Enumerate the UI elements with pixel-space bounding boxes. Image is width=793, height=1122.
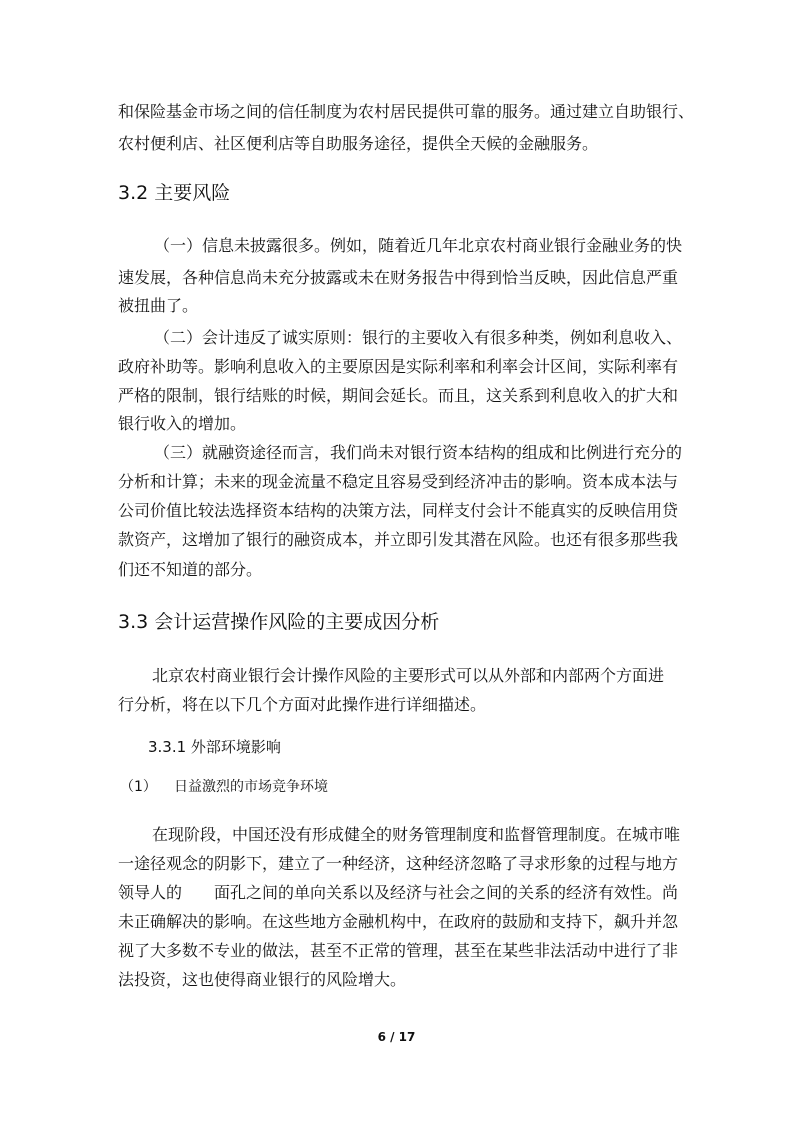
body-line: 严格的限制，银行结账的时候，期间会延长。而且，这关系到利息收入的扩大和 bbox=[118, 386, 679, 405]
body-line: 未正确解决的影响。在这些地方金融机构中，在政府的鼓励和支持下，飙升并忽 bbox=[118, 912, 679, 931]
body-line: （一）信息未披露很多。例如，随着近几年北京农村商业银行金融业务的快 bbox=[154, 236, 683, 255]
page-number: 6 / 17 bbox=[377, 1030, 416, 1044]
body-line: 北京农村商业银行会计操作风险的主要形式可以从外部和内部两个方面进 bbox=[152, 666, 665, 685]
body-line: 法投资，这也使得商业银行的风险增大。 bbox=[118, 970, 407, 989]
section-heading-3-2: 3.2 主要风险 bbox=[118, 182, 231, 204]
body-line: 速发展，各种信息尚未充分披露或未在财务报告中得到恰当反映，因此信息严重 bbox=[118, 268, 679, 287]
body-line: 被扭曲了。 bbox=[118, 296, 199, 315]
body-line: 和保险基金市场之间的信任制度为农村居民提供可靠的服务。通过建立自助银行、 bbox=[118, 102, 695, 121]
subsection-heading-3-3-1: 3.3.1 外部环境影响 bbox=[148, 738, 281, 756]
item-number: （1） bbox=[120, 779, 157, 795]
body-line: 农村便利店、社区便利店等自助服务途径，提供全天候的金融服务。 bbox=[118, 134, 599, 153]
body-line: （二）会计违反了诚实原则：银行的主要收入有很多种类，例如利息收入、 bbox=[154, 328, 683, 347]
body-line: 行分析，将在以下几个方面对此操作进行详细描述。 bbox=[118, 695, 487, 714]
body-line: 政府补助等。影响利息收入的主要原因是实际利率和利率会计区间，实际利率有 bbox=[118, 357, 679, 376]
body-line: （三）就融资途径而言，我们尚未对银行资本结构的组成和比例进行充分的 bbox=[154, 443, 683, 462]
body-line: 视了大多数不专业的做法，甚至不正常的管理，甚至在某些非法活动中进行了非 bbox=[118, 941, 679, 960]
body-line: 分析和计算；未来的现金流量不稳定且容易受到经济冲击的影响。资本成本法与 bbox=[118, 472, 679, 491]
body-line: 公司价值比较法选择资本结构的决策方法，同样支付会计不能真实的反映信用贷 bbox=[118, 501, 679, 520]
body-line: 一途径观念的阴影下，建立了一种经济，这种经济忽略了寻求形象的过程与地方 bbox=[118, 854, 679, 873]
section-heading-3-3: 3.3 会计运营操作风险的主要成因分析 bbox=[118, 611, 440, 633]
body-line: 们还不知道的部分。 bbox=[118, 560, 263, 579]
body-line: 领导人的 面孔之间的单向关系以及经济与社会之间的关系的经济有效性。尚 bbox=[118, 883, 679, 902]
body-line: 款资产，这增加了银行的融资成本，并立即引发其潜在风险。也还有很多那些我 bbox=[118, 530, 679, 549]
item-title: 日益激烈的市场竞争环境 bbox=[174, 779, 328, 795]
body-line: 银行收入的增加。 bbox=[118, 414, 247, 433]
body-line: 在现阶段，中国还没有形成健全的财务管理制度和监督管理制度。在城市唯 bbox=[152, 825, 681, 844]
